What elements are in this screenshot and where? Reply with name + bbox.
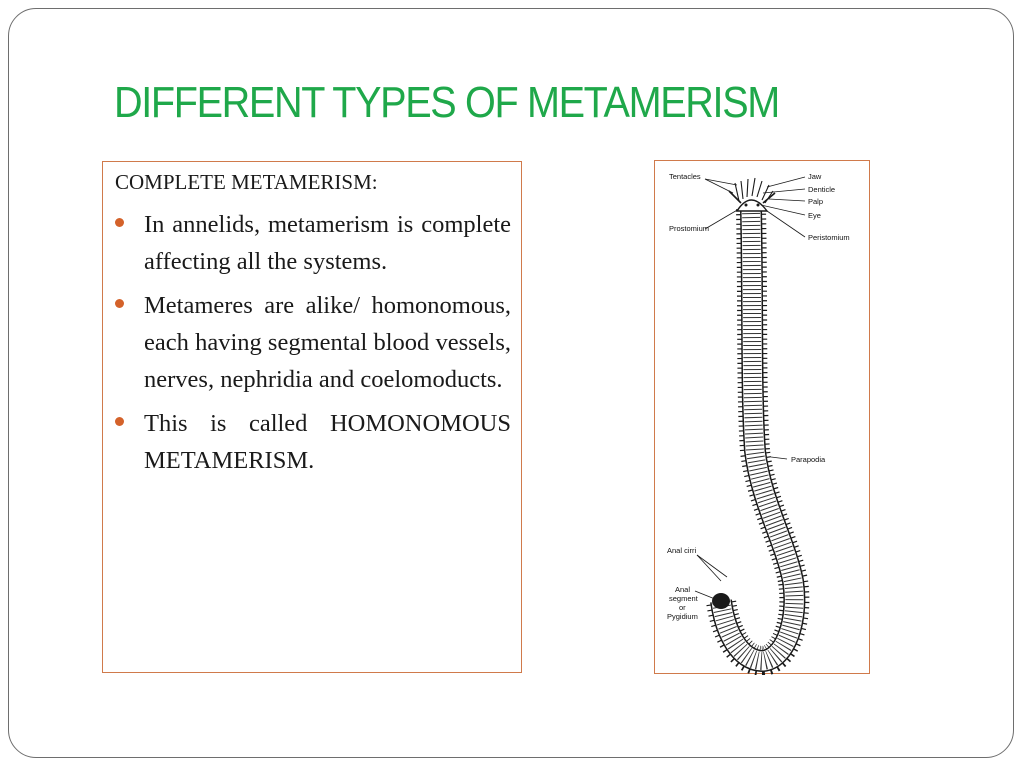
slide-title: DIFFERENT TYPES OF METAMERISM <box>114 78 779 127</box>
bullet-item <box>103 405 521 479</box>
label-anal-segment: or <box>679 603 686 612</box>
label-prostomium: Prostomium <box>669 224 710 233</box>
bullet-text: In annelids, metamerism is complete affecting all the systems. <box>144 211 511 275</box>
label-parapodia: Parapodia <box>791 455 826 464</box>
bullet-dot-icon <box>115 417 124 426</box>
pygidium <box>712 593 730 609</box>
label-eye: Eye <box>808 211 821 220</box>
label-tentacles: Tentacles <box>669 172 701 181</box>
bullet-item <box>103 287 521 398</box>
label-anal-segment: Pygidium <box>667 612 698 621</box>
label-anal-segment: Anal <box>675 585 691 594</box>
bullet-list <box>103 206 521 486</box>
worm-diagram-box <box>654 160 870 674</box>
worm-head <box>729 178 775 211</box>
label-denticle: Denticle <box>808 185 836 194</box>
bullet-text: This is called HOMONOMOUS METAMERISM. <box>144 410 511 474</box>
label-jaw: Jaw <box>808 172 822 181</box>
text-content-box <box>102 161 522 673</box>
bullet-item <box>103 206 521 280</box>
label-anal-cirri: Anal cirri <box>667 546 697 555</box>
label-anal-segment: segment <box>669 594 698 603</box>
subheading: COMPLETE METAMERISM: <box>115 170 378 194</box>
bullet-dot-icon <box>115 218 124 227</box>
annelid-worm-diagram <box>655 161 871 675</box>
label-palp: Palp <box>808 197 824 206</box>
bullet-text: Metameres are alike/ homonomous, each having segmental blood vessels, nerves, nephridia and coelomoducts. <box>144 292 511 393</box>
bullet-dot-icon <box>115 299 124 308</box>
label-peristomium: Peristomium <box>808 233 850 242</box>
